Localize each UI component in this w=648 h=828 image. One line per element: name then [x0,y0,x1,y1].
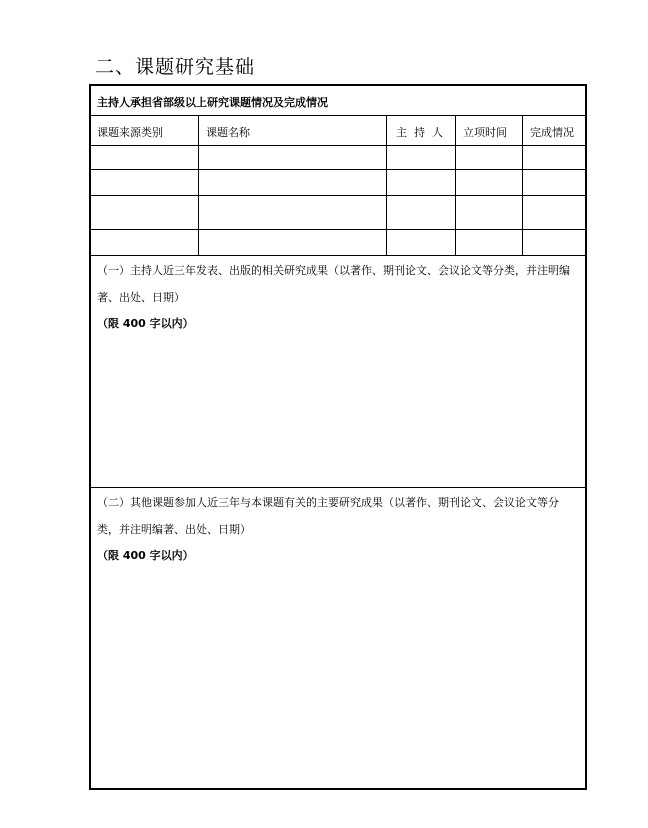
table-row[interactable] [91,170,585,195]
section2-instruction: （二）其他课题参加人近三年与本课题有关的主要研究成果（以著作、期刊论文、会议论文等分类，并注明编著、出处、日期） [97,496,559,536]
header-approval-time: 立项时间 [463,126,507,139]
section1-instruction: （一）主持人近三年发表、出版的相关研究成果（以著作、期刊论文、会议论文等分类，并注明编著、出处、日期） [97,264,570,304]
header-source-category: 课题来源类别 [97,126,163,139]
section1-limit: （限 400 字以内） [97,317,194,330]
section2-input-area[interactable] [91,568,585,788]
section1-input-area[interactable] [91,336,585,486]
table-row[interactable] [91,230,585,255]
table-caption: 主持人承担省部级以上研究课题情况及完成情况 [97,96,328,109]
header-completion: 完成情况 [530,126,574,139]
table-row[interactable] [91,146,585,169]
row-divider [91,255,585,256]
section-title: 二、课题研究基础 [95,56,256,78]
header-project-name: 课题名称 [206,126,250,139]
research-foundation-table [89,84,587,790]
section2-limit: （限 400 字以内） [97,549,194,562]
section-divider [91,487,585,488]
table-row[interactable] [91,196,585,229]
header-host: 主 持 人 [396,126,443,139]
row-divider [91,115,585,116]
